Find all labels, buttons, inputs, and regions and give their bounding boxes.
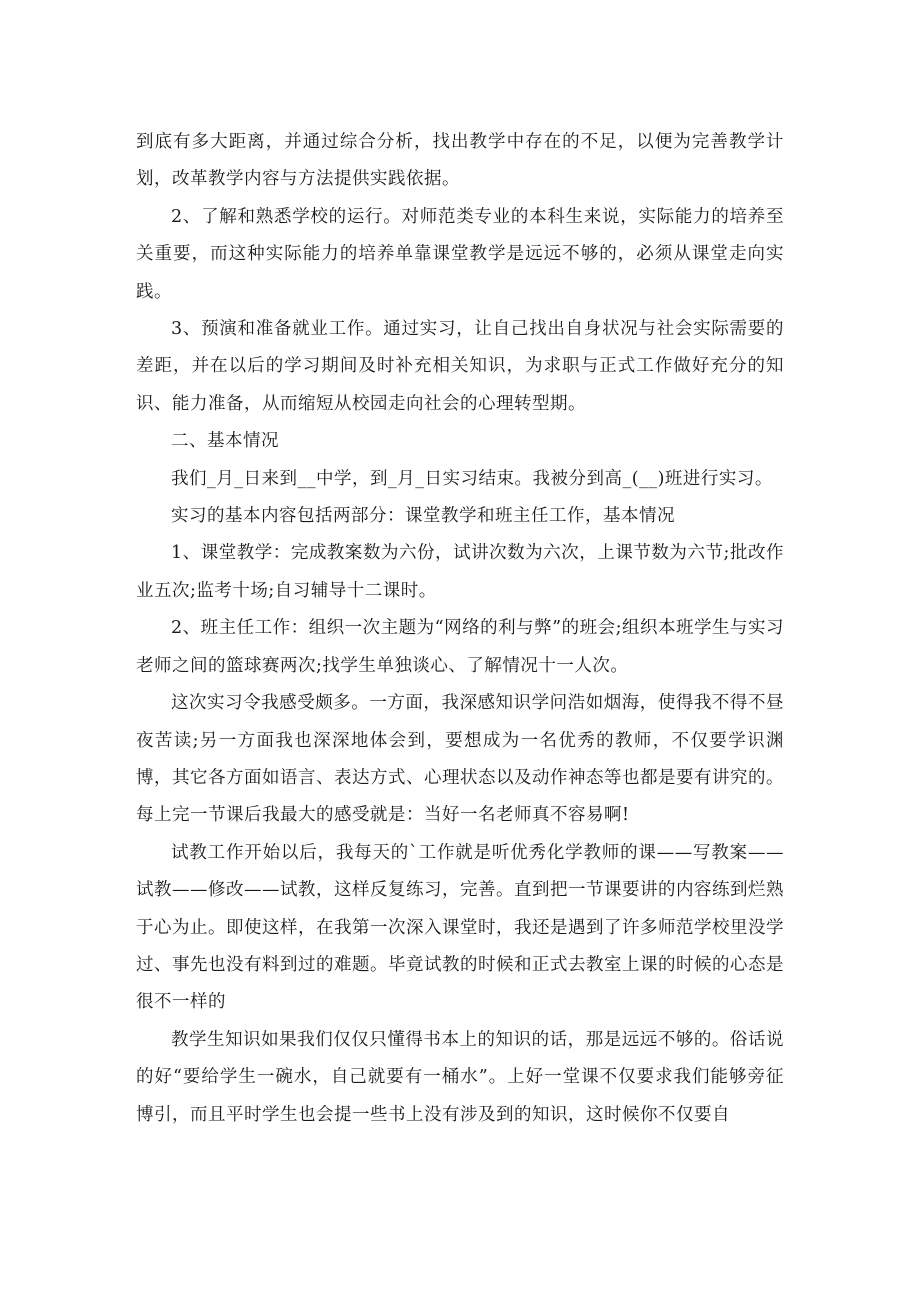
paragraph: 试教工作开始以后，我每天的`工作就是听优秀化学教师的课——写教案——试教——修改——试教，这样反复练习，完善。直到把一节课要讲的内容练到烂熟于心为止。即使这样，在我第一次深入课堂时，我还是遇到了许多师范学校里没学过、事先也没有料到过的难题。毕竟试教的时候和正式去教室上课的时候的心态是很不一样的 <box>136 842 784 1013</box>
paragraph: 3、预演和准备就业工作。通过实习，让自己找出自身状况与社会实际需要的差距，并在以后的学习期间及时补充相关知识，为求职与正式工作做好充分的知识、能力准备，从而缩短从校园走向社会的心理转型期。 <box>136 319 784 414</box>
paragraph: 到底有多大距离，并通过综合分析，找出教学中存在的不足，以便为完善教学计划，改革教学内容与方法提供实践依据。 <box>136 132 784 190</box>
paragraph: 这次实习令我感受颇多。一方面，我深感知识学问浩如烟海，使得我不得不昼夜苦读;另一方面我也深深地体会到，要想成为一名优秀的教师，不仅要学识渊博，其它各方面如语言、表达方式、心理状态以及动作神态等也都是要有讲究的。每上完一节课后我最大的感受就是：当好一名老师真不容易啊! <box>136 693 784 826</box>
paragraph: 1、课堂教学：完成教案数为六份，试讲次数为六次，上课节数为六节;批改作业五次;监考十场;自习辅导十二课时。 <box>136 543 784 601</box>
paragraph: 2、班主任工作：组织一次主题为“网络的利与弊”的班会;组织本班学生与实习老师之间的篮球赛两次;找学生单独谈心、了解情况十一人次。 <box>136 618 784 676</box>
paragraph: 教学生知识如果我们仅仅只懂得书本上的知识的话，那是远远不够的。俗话说的好“要给学生一碗水，自己就要有一桶水”。上好一堂课不仅要求我们能够旁征博引，而且平时学生也会提一些书上没有涉及到的知识，这时候你不仅要自 <box>136 1029 784 1125</box>
document-body <box>136 124 784 1134</box>
paragraph: 2、了解和熟悉学校的运行。对师范类专业的本科生来说，实际能力的培养至关重要，而这种实际能力的培养单靠课堂教学是远远不够的，必须从课堂走向实践。 <box>136 206 784 302</box>
paragraph: 实习的基本内容包括两部分：课堂教学和班主任工作，基本情况 <box>171 506 675 527</box>
section-heading: 二、基本情况 <box>171 431 279 452</box>
paragraph: 我们_月_日来到__中学，到_月_日实习结束。我被分到高_(__)班进行实习。 <box>171 468 773 489</box>
